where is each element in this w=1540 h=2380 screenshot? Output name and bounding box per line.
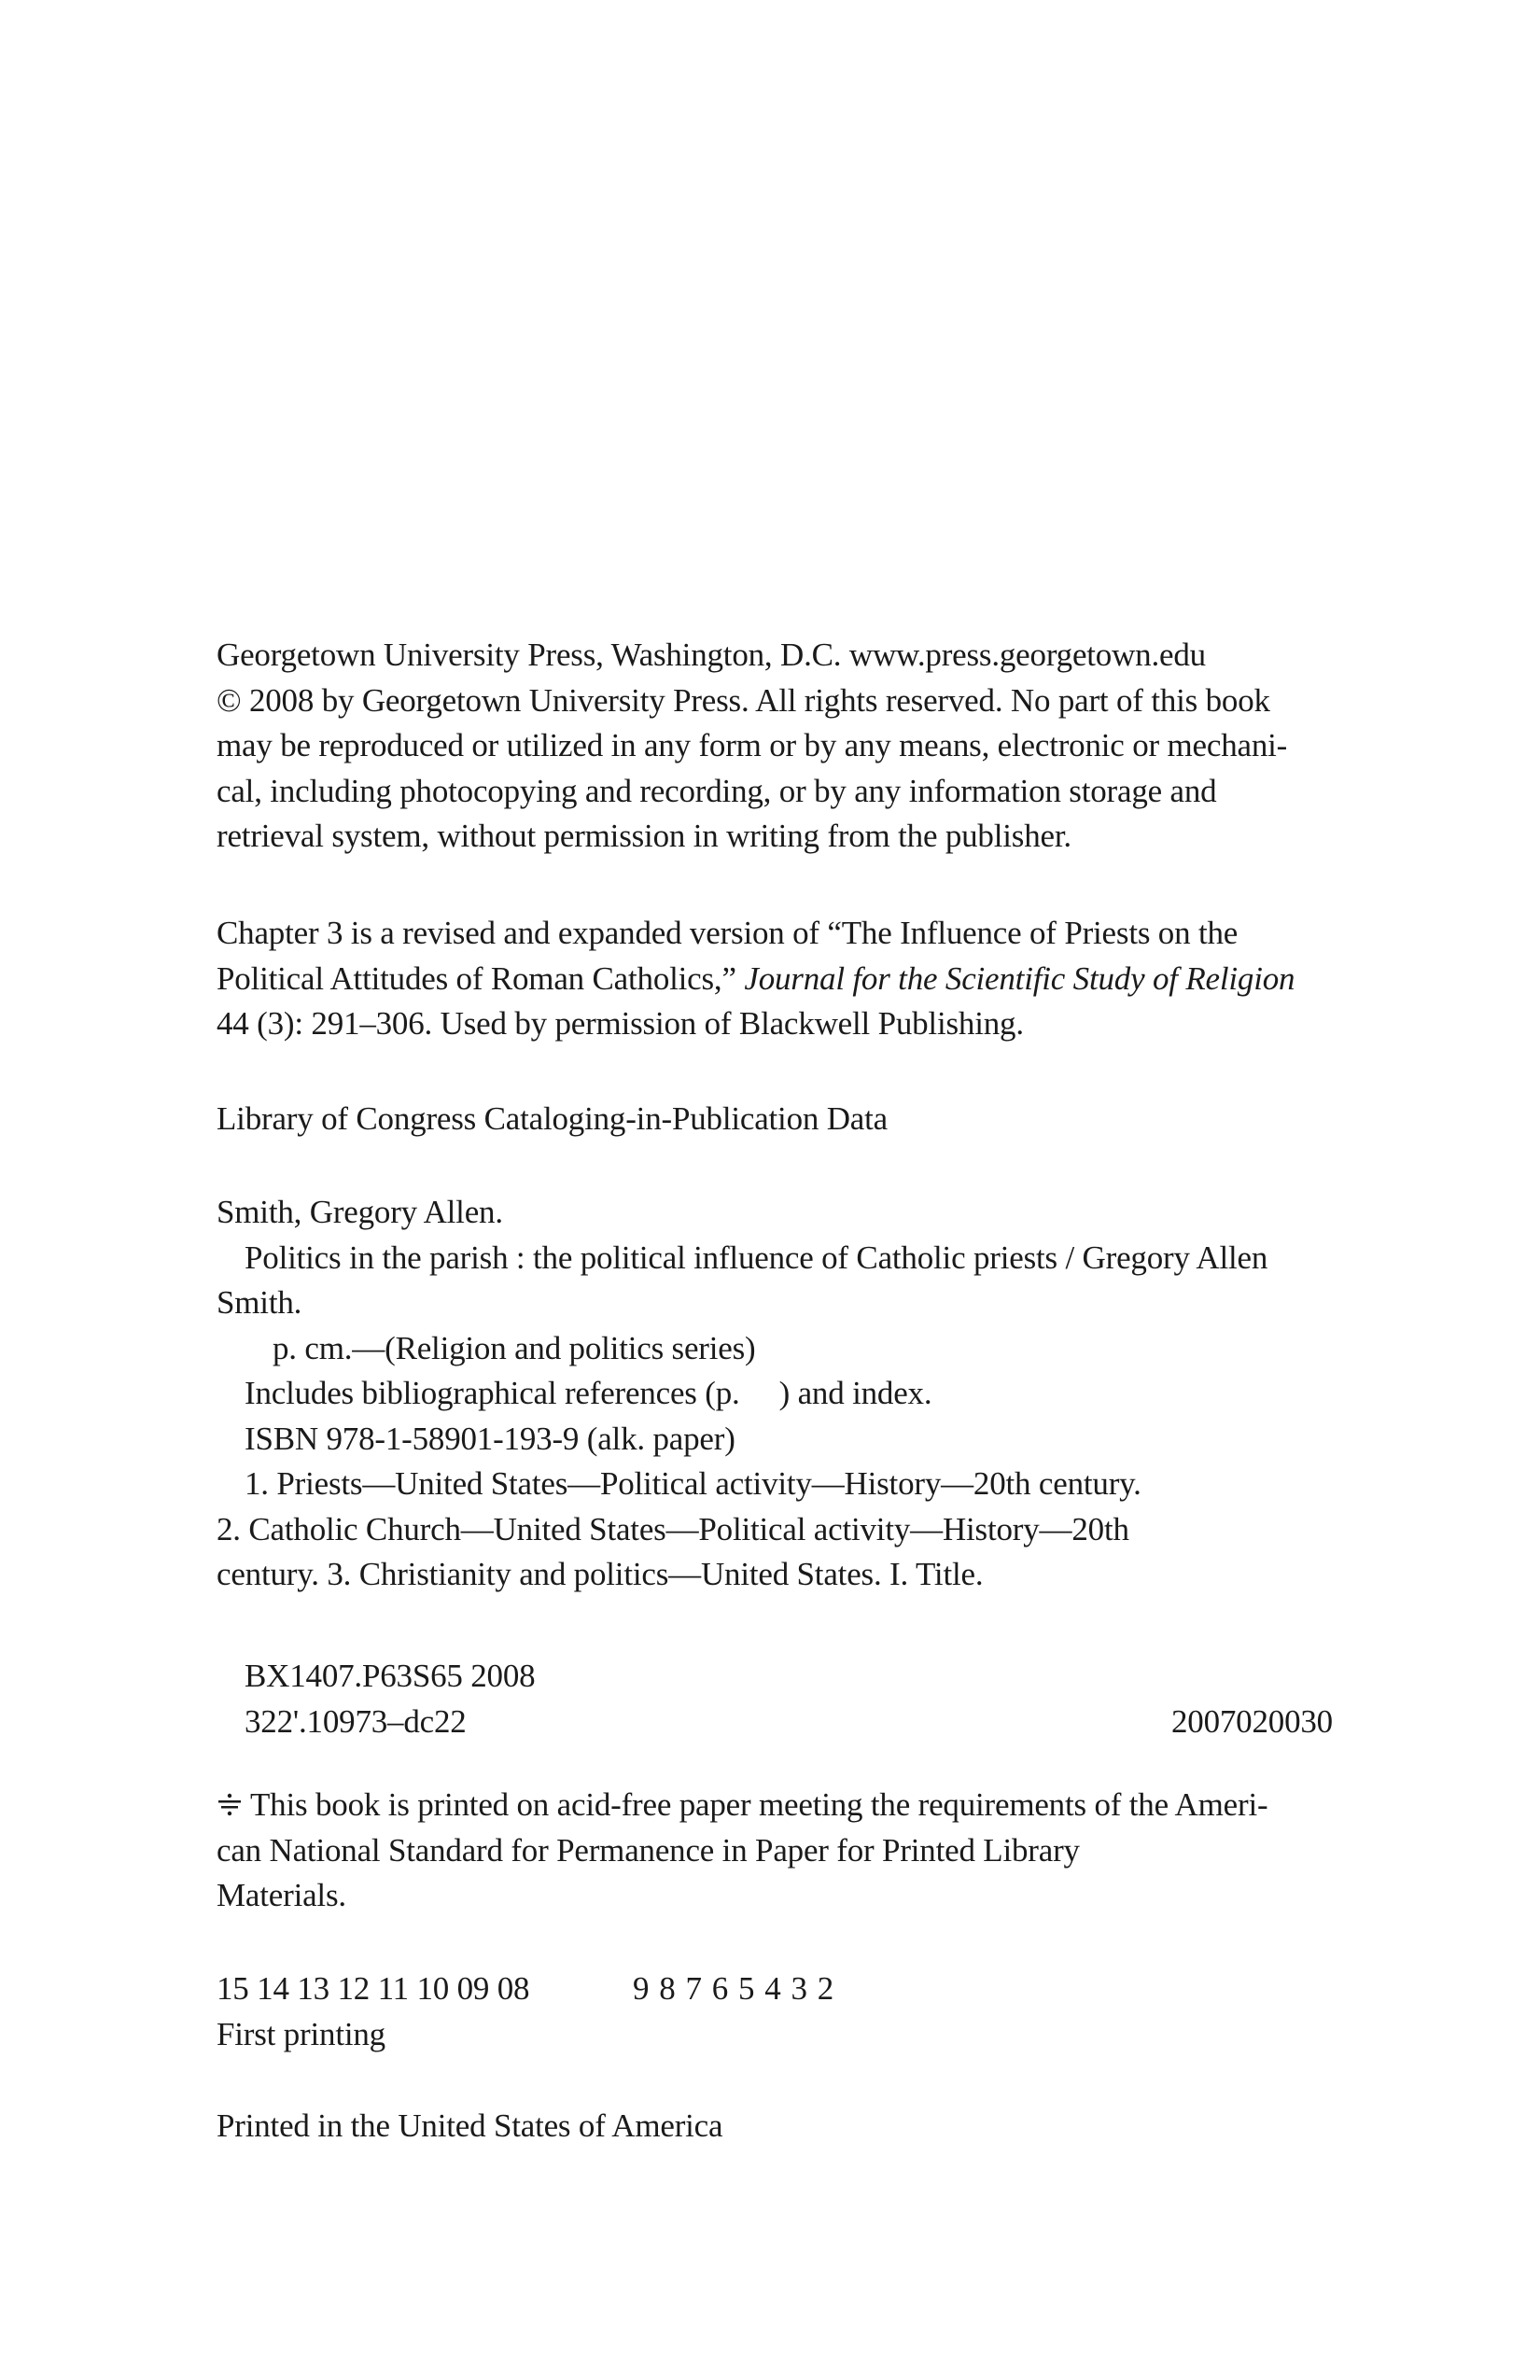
cip-subject: 1. Priests—United States—Political activity—History—20th century.: [245, 1465, 1141, 1502]
printing-years: 15 14 13 12 11 10 09 08: [217, 1970, 530, 2007]
cip-heading: Library of Congress Cataloging-in-Publication Data: [217, 1100, 889, 1137]
publisher-block: [217, 633, 1337, 860]
cip-record: [217, 1190, 1337, 1598]
cip-title: Politics in the parish : the political influence of Catholic priests / Gregory Allen: [245, 1239, 1268, 1276]
chapter-note-line: Chapter 3 is a revised and expanded version of “The Influence of Priests on the: [217, 915, 1239, 951]
paper-note-line: can National Standard for Permanence in Paper for Printed Library: [217, 1831, 1080, 1869]
cip-bibliography-suffix: ) and index.: [778, 1375, 932, 1411]
chapter-note: [217, 911, 1337, 1047]
lc-classification: BX1407.P63S65 2008: [245, 1658, 536, 1694]
first-printing: First printing: [217, 2015, 385, 2052]
rights-line: may be reproduced or utilized in any form or by any means, electronic or mechani-: [217, 727, 1288, 763]
cip-title-continued: Smith.: [217, 1284, 302, 1321]
rights-line: retrieval system, without permission in writing from the publisher.: [217, 818, 1071, 854]
classification-block: [217, 1654, 1333, 1744]
cip-bibliography: [217, 1371, 1337, 1417]
cip-bibliography-prefix: Includes bibliographical references (p.: [245, 1375, 740, 1411]
paper-note-line: Materials.: [217, 1877, 346, 1913]
printing-block: [217, 1967, 1337, 2057]
paper-note: [217, 1783, 1337, 1919]
lccn: 2007020030: [1170, 1702, 1333, 1740]
cip-heading-block: [217, 1097, 1337, 1142]
rights-line: cal, including photocopying and recording, or by any information storage and: [217, 772, 1217, 809]
cip-subject: century. 3. Christianity and politics—United States. I. Title.: [217, 1556, 984, 1592]
cip-series: p. cm.—(Religion and politics series): [273, 1329, 756, 1366]
chapter-note-line: [217, 957, 1337, 1002]
dewey-classification: 322'.10973–dc22: [245, 1702, 467, 1740]
chapter-note-line: 44 (3): 291–306. Used by permission of Blackwell Publishing.: [217, 1005, 1024, 1042]
paper-note-text: This book is printed on acid-free paper meeting the requirements of the Ameri-: [250, 1786, 1268, 1823]
acid-free-paper-icon: [217, 1791, 243, 1817]
cip-subject: 2. Catholic Church—United States—Political activity—History—20th: [217, 1510, 1129, 1547]
printed-in-block: [217, 2104, 1337, 2149]
cip-author: Smith, Gregory Allen.: [217, 1194, 503, 1230]
copyright-line: © 2008 by Georgetown University Press. All rights reserved. No part of this book: [217, 681, 1270, 719]
dewey-row: [217, 1700, 1333, 1745]
printed-in: Printed in the United States of America: [217, 2107, 723, 2144]
cip-isbn: ISBN 978-1-58901-193-9 (alk. paper): [245, 1420, 735, 1457]
publisher-line: Georgetown University Press, Washington, D.C. www.press.georgetown.edu: [217, 637, 1206, 673]
printing-line: [217, 1967, 1337, 2012]
paper-note-line: [217, 1783, 1337, 1828]
chapter-note-prefix: Political Attitudes of Roman Catholics,”: [217, 959, 745, 997]
printing-numbers: 9 8 7 6 5 4 3 2: [633, 1970, 835, 2007]
journal-title: Journal for the Scientific Study of Religion: [744, 959, 1295, 997]
